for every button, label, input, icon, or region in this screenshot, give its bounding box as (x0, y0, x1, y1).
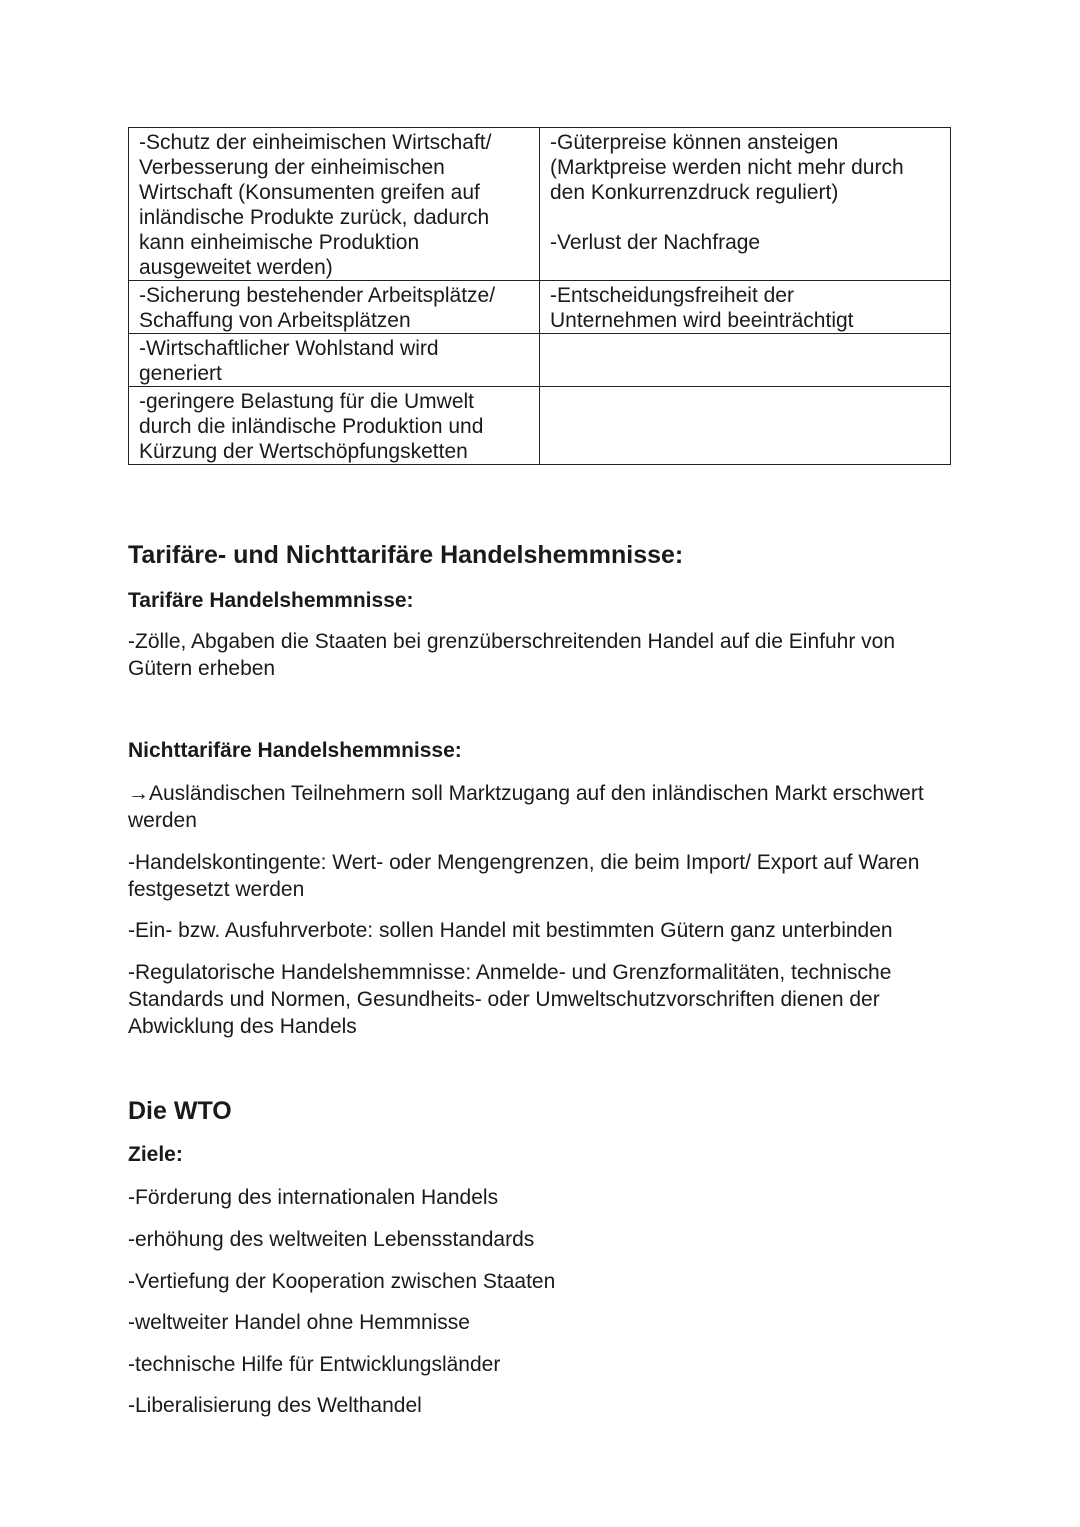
wto-heading: Die WTO (128, 1097, 232, 1125)
nontariff-heading: Nichttarifäre Handelshemmnisse: (128, 739, 462, 762)
cell-text: inländische Produkte zurück, dadurch (139, 206, 490, 229)
wto-goal-item: -weltweiter Handel ohne Hemmnisse (128, 1311, 470, 1334)
table-row (129, 387, 951, 465)
cell-text: -geringere Belastung für die Umwelt (139, 390, 474, 413)
table-row (129, 334, 951, 387)
nontariff-item: -Handelskontingente: Wert- oder Mengengrenzen, die beim Import/ Export auf Waren festgesetzt werden (128, 851, 920, 901)
empty-cell (540, 387, 951, 465)
wto-goal-item: -technische Hilfe für Entwicklungsländer (128, 1353, 501, 1376)
cell-text: kann einheimische Produktion (139, 231, 420, 254)
advantage-cell (129, 387, 540, 465)
cell-text: -Sicherung bestehender Arbeitsplätze/ (139, 284, 496, 307)
tariff-heading: Tarifäre Handelshemmnisse: (128, 589, 414, 612)
cell-text: generiert (139, 362, 222, 385)
cell-text: den Konkurrenzdruck reguliert) (550, 181, 839, 204)
wto-goal-item: -erhöhung des weltweiten Lebensstandards (128, 1228, 535, 1251)
tariff-text: -Zölle, Abgaben die Staaten bei grenzüberschreitenden Handel auf die Einfuhr von Gütern erheben (128, 630, 896, 680)
cell-text: Kürzung der Wertschöpfungsketten (139, 440, 468, 463)
wto-goal-item: -Förderung des internationalen Handels (128, 1186, 499, 1209)
disadvantage-cell (540, 281, 951, 334)
nontariff-item: -Regulatorische Handelshemmnisse: Anmelde- und Grenzformalitäten, technische Standards und Normen, Gesundheits- oder Umweltschutzvorschriften dienen der Abwicklung des Handels (128, 961, 892, 1038)
table-row (129, 128, 951, 281)
advantage-cell (129, 334, 540, 387)
advantage-cell (129, 281, 540, 334)
advantage-cell (129, 128, 540, 281)
cell-text: (Marktpreise werden nicht mehr durch (550, 156, 904, 179)
cell-text: -Wirtschaftlicher Wohlstand wird (139, 337, 439, 360)
cell-text: -Schutz der einheimischen Wirtschaft/ (139, 131, 492, 154)
cell-text: Verbesserung der einheimischen (139, 156, 445, 179)
cell-text: -Verlust der Nachfrage (550, 231, 761, 254)
pros-cons-table (128, 127, 951, 465)
document-page (128, 127, 950, 1417)
cell-text: Schaffung von Arbeitsplätzen (139, 309, 411, 332)
cell-text: Wirtschaft (Konsumenten greifen auf (139, 181, 480, 204)
blank-line (550, 205, 940, 230)
cell-text: -Güterpreise können ansteigen (550, 131, 839, 154)
nontariff-item: →Ausländischen Teilnehmern soll Marktzugang auf den inländischen Markt erschwert werden (128, 782, 924, 832)
wto-goal-item: -Vertiefung der Kooperation zwischen Staaten (128, 1270, 556, 1293)
nontariff-item: -Ein- bzw. Ausfuhrverbote: sollen Handel mit bestimmten Gütern ganz unterbinden (128, 919, 893, 942)
disadvantage-cell (540, 128, 951, 281)
trade-barriers-heading: Tarifäre- und Nichttarifäre Handelshemmnisse: (128, 541, 684, 569)
table-row (129, 281, 951, 334)
cell-text: Unternehmen wird beeinträchtigt (550, 309, 854, 332)
cell-text: durch die inländische Produktion und (139, 415, 484, 438)
wto-goals-heading: Ziele: (128, 1143, 183, 1166)
empty-cell (540, 334, 951, 387)
cell-text: ausgeweitet werden) (139, 256, 333, 279)
cell-text: -Entscheidungsfreiheit der (550, 284, 794, 307)
wto-goal-item: -Liberalisierung des Welthandel (128, 1394, 422, 1417)
